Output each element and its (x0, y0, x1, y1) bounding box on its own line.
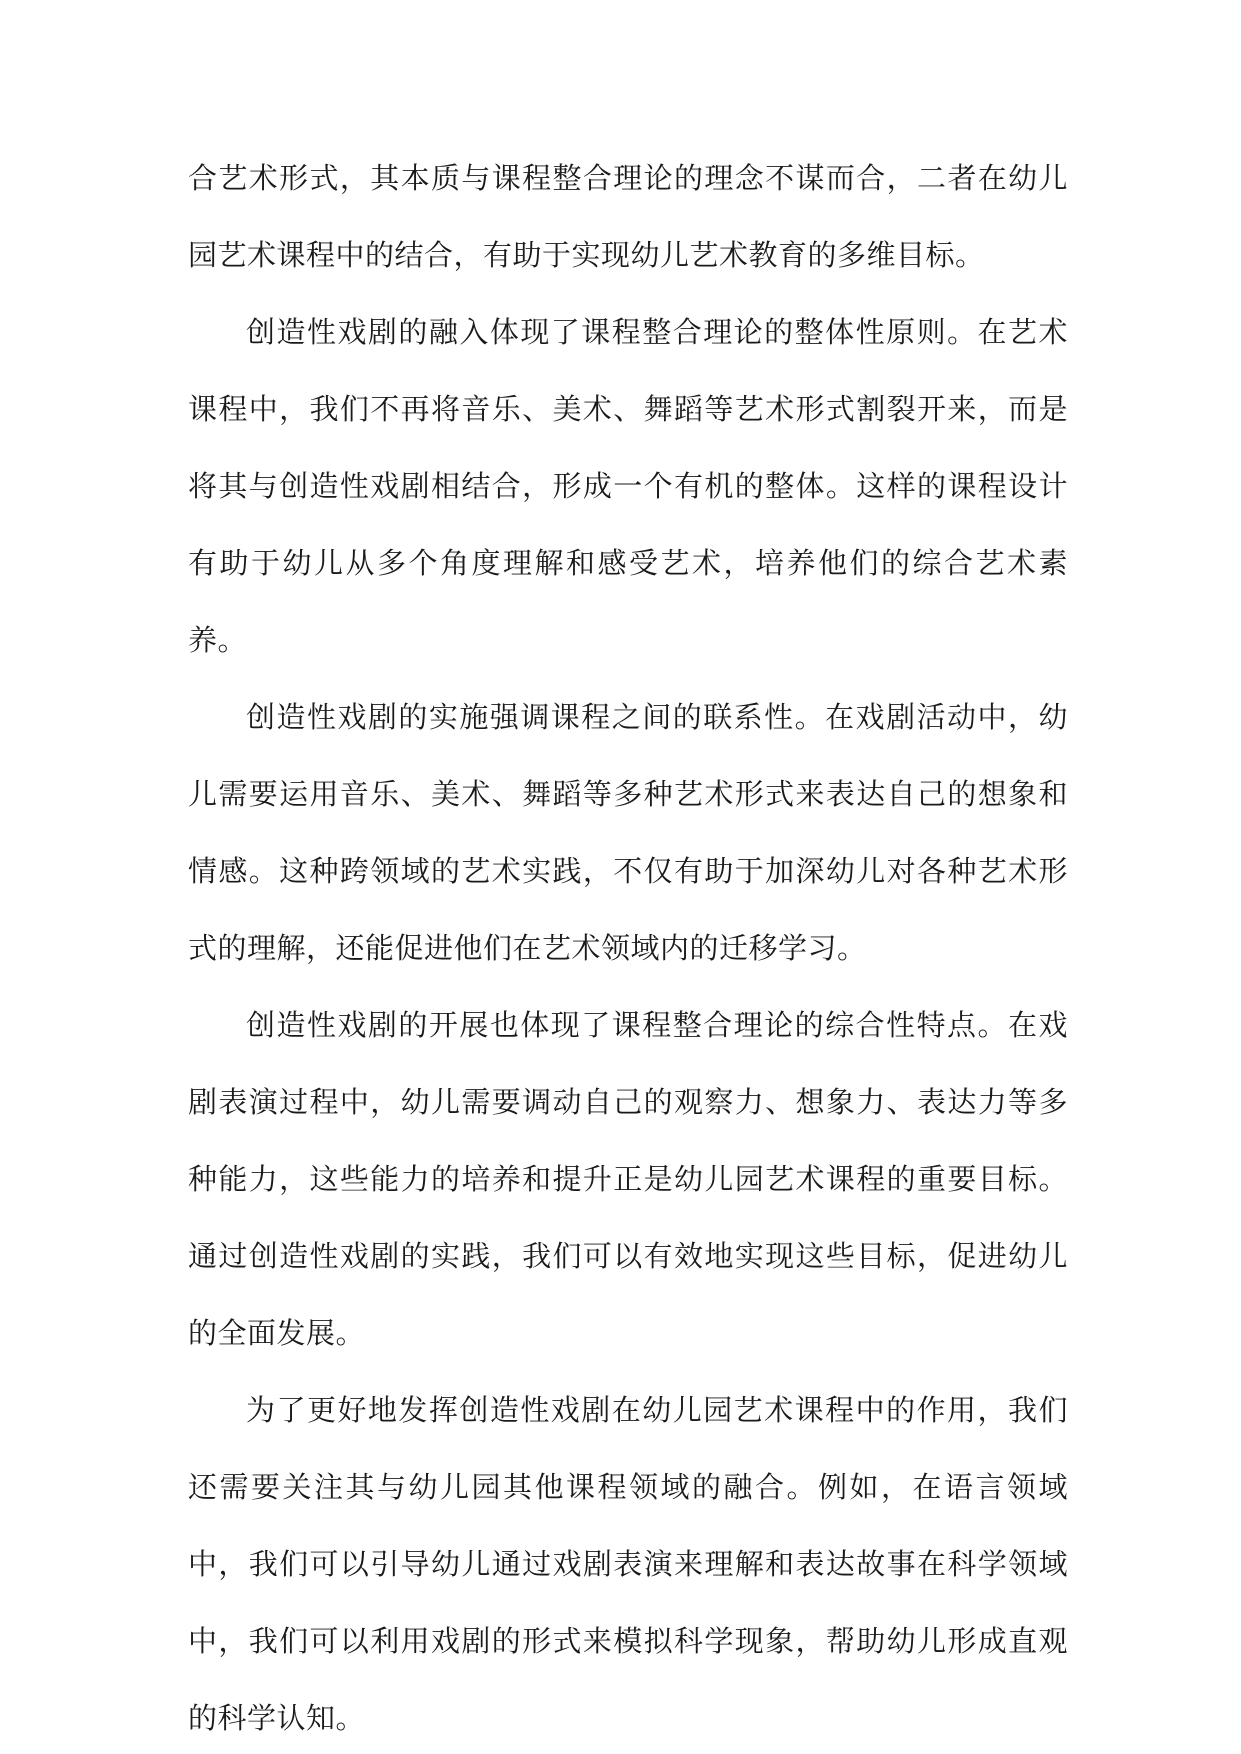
paragraph-2: 创造性戏剧的融入体现了课程整合理论的整体性原则。在艺术课程中，我们不再将音乐、美术、舞蹈等艺术形式割裂开来，而是将其与创造性戏剧相结合，形成一个有机的整体。这样的课程设计有助于幼儿从多个角度理解和感受艺术，培养他们的综合艺术素养。 (188, 315, 1068, 657)
paragraph-1: 合艺术形式，其本质与课程整合理论的理念不谋而合，二者在幼儿园艺术课程中的结合，有助于实现幼儿艺术教育的多维目标。 (188, 161, 1068, 272)
paragraph-5: 为了更好地发挥创造性戏剧在幼儿园艺术课程中的作用，我们还需要关注其与幼儿园其他课程领域的融合。例如，在语言领域中，我们可以引导幼儿通过戏剧表演来理解和表达故事在科学领域中，我们可以利用戏剧的形式来模拟科学现象，帮助幼儿形成直观的科学认知。 (188, 1393, 1068, 1735)
document-body (188, 140, 1068, 1754)
paragraph-3: 创造性戏剧的实施强调课程之间的联系性。在戏剧活动中，幼儿需要运用音乐、美术、舞蹈等多种艺术形式来表达自己的想象和情感。这种跨领域的艺术实践，不仅有助于加深幼儿对各种艺术形式的理解，还能促进他们在艺术领域内的迁移学习。 (188, 700, 1068, 965)
paragraph-4: 创造性戏剧的开展也体现了课程整合理论的综合性特点。在戏剧表演过程中，幼儿需要调动自己的观察力、想象力、表达力等多种能力，这些能力的培养和提升正是幼儿园艺术课程的重要目标。通过创造性戏剧的实践，我们可以有效地实现这些目标，促进幼儿的全面发展。 (188, 1008, 1068, 1350)
